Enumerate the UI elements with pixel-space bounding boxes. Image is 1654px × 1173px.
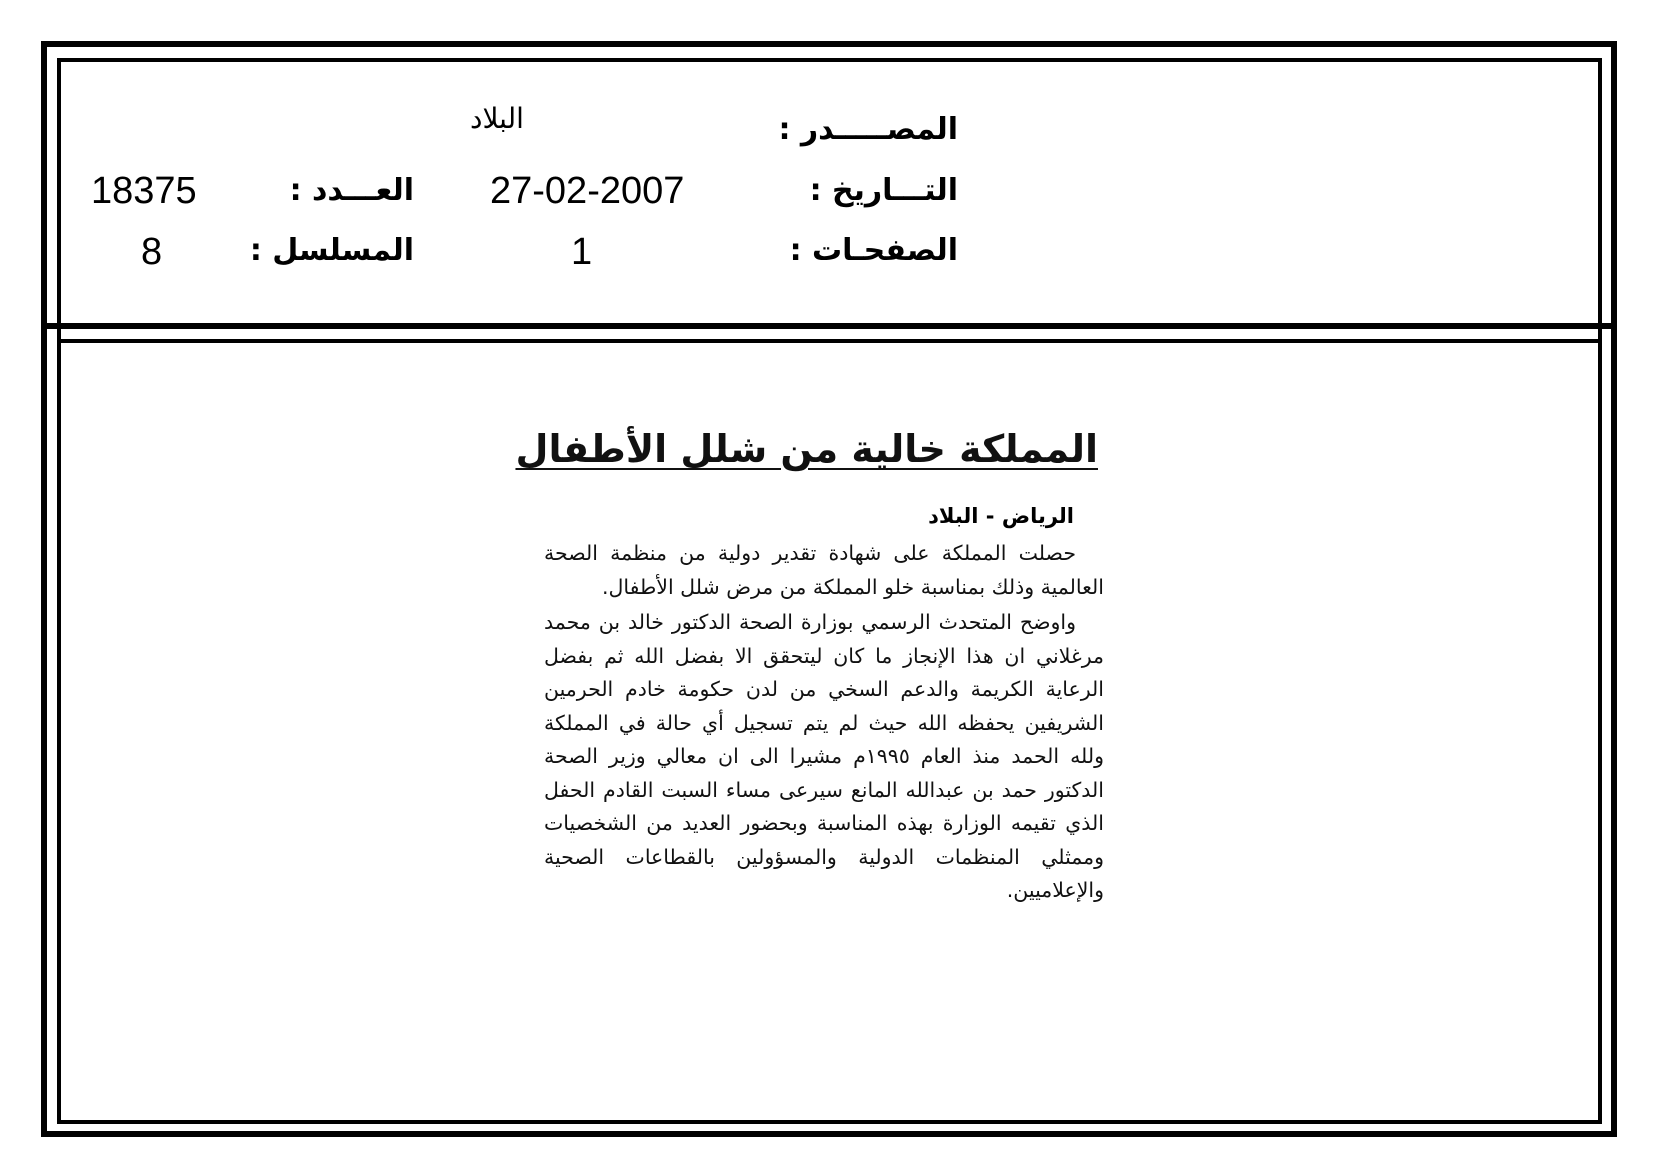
header-divider-thick: [45, 323, 1611, 329]
article-paragraph: حصلت المملكة على شهادة تقدير دولية من منظمة الصحة العالمية وذلك بمناسبة خلو المملكة من مرض شلل الأطفال.: [544, 541, 1104, 599]
pages-value: 1: [571, 231, 593, 273]
header-divider-thin: [57, 339, 1602, 343]
article-byline: الرياض - البلاد: [928, 504, 1074, 528]
source-value: البلاد: [470, 102, 524, 135]
article-body: [544, 537, 1104, 908]
serial-label: المسلسل :: [249, 233, 414, 268]
pages-label: الصفحـات :: [789, 233, 958, 268]
article-headline: المملكة خالية من شلل الأطفال: [515, 427, 1098, 471]
date-label: التـــاريخ :: [809, 173, 958, 208]
issue-value: 18375: [91, 170, 197, 212]
article-paragraph: واوضح المتحدث الرسمي بوزارة الصحة الدكتور خالد بن محمد مرغلاني ان هذا الإنجاز ما كان ليتحقق الا بفضل الله ثم بفضل الرعاية الكريمة والدعم السخي من لدن حكومة خادم الحرمين الشريفين يحفظه الله حيث لم يتم تسجيل أي حالة في المملكة ولله الحمد منذ العام ١٩٩٥م مشيرا الى ان معالي وزير الصحة الدكتور حمد بن عبدالله المانع سيرعى مساء السبت القادم الحفل الذي تقيمه الوزارة بهذه المناسبة وبحضور العديد من الشخصيات وممثلي المنظمات الدولية والمسؤولين بالقطاعات الصحية والإعلاميين.: [544, 610, 1104, 902]
date-value: 27-02-2007: [490, 170, 685, 212]
serial-value: 8: [141, 231, 163, 273]
issue-label: العـــدد :: [289, 173, 414, 208]
source-label: المصـــــدر :: [778, 112, 958, 147]
